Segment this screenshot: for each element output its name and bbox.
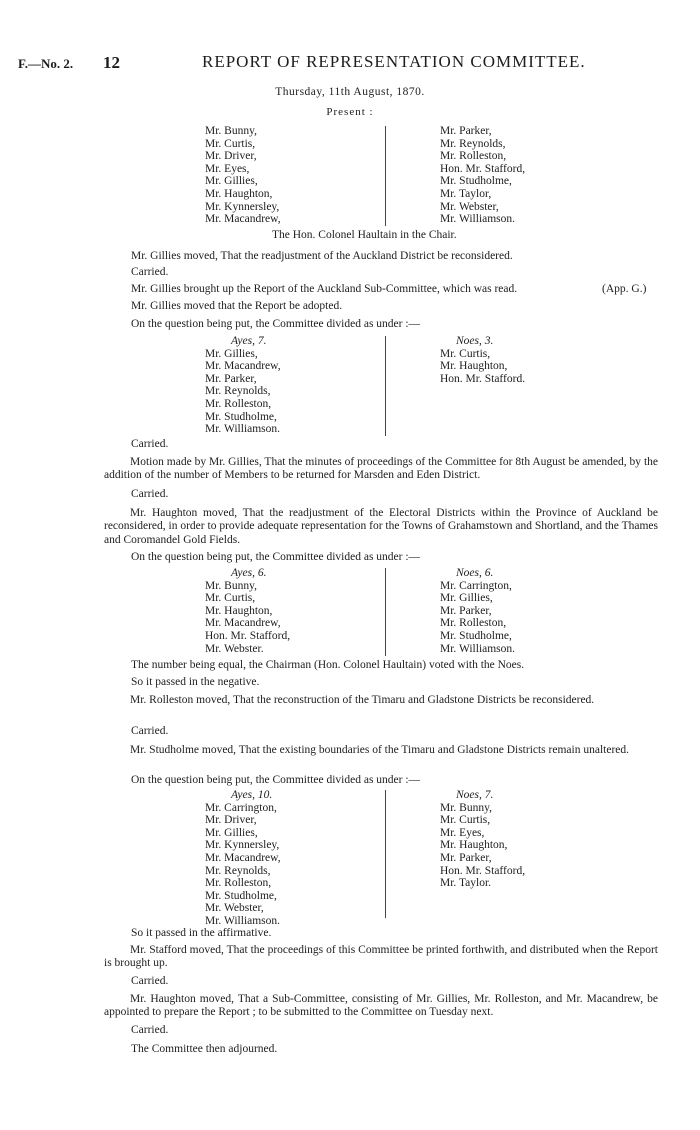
document-reference: F.—No. 2.	[18, 56, 74, 71]
ayes-label: Ayes, 6.	[231, 567, 267, 579]
carried-text: Carried.	[131, 438, 169, 450]
result-text: So it passed in the negative.	[131, 676, 260, 688]
meeting-date: Thursday, 11th August, 1870.	[275, 86, 425, 98]
member-name: Mr. Williamson.	[205, 423, 281, 436]
ayes-list	[205, 789, 281, 928]
member-name: Mr. Macandrew,	[205, 617, 281, 630]
adjournment-text: The Committee then adjourned.	[131, 1043, 278, 1055]
noes-list	[440, 789, 525, 890]
member-name: Mr. Eyes,	[440, 826, 485, 839]
ayes-label: Ayes, 7.	[231, 335, 267, 347]
member-name: Mr. Rolleston,	[440, 617, 507, 630]
member-name: Mr. Driver,	[205, 814, 257, 827]
member-name: Mr. Gillies,	[205, 347, 258, 360]
member-name: Mr. Macandrew,	[205, 213, 281, 226]
member-name: Mr. Eyes,	[205, 162, 250, 175]
noes-list	[440, 567, 515, 655]
column-divider	[385, 568, 386, 656]
member-name: Mr. Bunny,	[205, 125, 257, 137]
member-name: Mr. Curtis,	[440, 347, 491, 360]
member-name: Mr. Carrington,	[205, 801, 277, 814]
member-name: Mr. Gillies,	[205, 175, 258, 188]
member-name: Hon. Mr. Stafford,	[440, 162, 526, 175]
member-name: Mr. Gillies,	[440, 592, 493, 605]
ayes-list	[205, 567, 290, 655]
member-name: Mr. Reynolds,	[205, 385, 271, 398]
column-divider	[385, 790, 386, 918]
column-divider	[385, 126, 386, 226]
motion-paragraph: Mr. Haughton moved, That a Sub-Committee, consisting of Mr. Gillies, Mr. Rolleston, and Mr. Macandrew, be appointed to prepare the Report ; to be submitted to the Committee on Tuesday next.	[104, 993, 658, 1019]
present-left-list	[205, 125, 281, 226]
member-name: Mr. Taylor,	[440, 187, 492, 200]
motion-paragraph: Mr. Rolleston moved, That the reconstruction of the Timaru and Gladstone Districts be reconsidered.	[130, 694, 595, 706]
carried-text: Carried.	[131, 725, 169, 737]
member-name: Mr. Rolleston,	[205, 397, 272, 410]
member-name: Mr. Kynnersley,	[205, 839, 280, 852]
noes-label: Noes, 3.	[456, 335, 494, 347]
carried-text: Carried.	[131, 488, 169, 500]
member-name: Hon. Mr. Stafford,	[205, 629, 291, 642]
member-name: Mr. Haughton,	[205, 187, 273, 200]
member-name: Mr. Macandrew,	[205, 851, 281, 864]
question-text: On the question being put, the Committee divided as under :—	[131, 318, 421, 330]
member-name: Mr. Parker,	[205, 372, 257, 385]
motion-text: Mr. Gillies moved, That the readjustment of the Auckland District be reconsidered.	[131, 250, 513, 262]
noes-list	[440, 335, 525, 385]
member-name: Mr. Reynolds,	[440, 137, 506, 150]
member-name: Mr. Gillies,	[205, 826, 258, 839]
member-name: Mr. Curtis,	[205, 592, 256, 605]
member-name: Mr. Studholme,	[205, 410, 277, 423]
motion-paragraph: Mr. Studholme moved, That the existing boundaries of the Timaru and Gladstone Districts remain unaltered.	[130, 744, 629, 756]
member-name: Mr. Curtis,	[440, 814, 491, 827]
member-name: Mr. Williamson.	[205, 914, 281, 927]
member-name: Mr. Curtis,	[205, 137, 256, 150]
member-name: Mr. Haughton,	[440, 360, 508, 373]
member-name: Mr. Carrington,	[440, 579, 512, 592]
member-name: Mr. Williamson.	[440, 642, 516, 655]
appendix-reference: (App. G.)	[602, 283, 647, 295]
member-name: Mr. Bunny,	[205, 579, 257, 592]
member-name: Mr. Studholme,	[205, 889, 277, 902]
motion-text: Mr. Gillies brought up the Report of the Auckland Sub-Committee, which was read.	[131, 283, 518, 295]
member-name: Mr. Driver,	[205, 150, 257, 163]
ayes-label: Ayes, 10.	[231, 789, 273, 801]
ayes-list	[205, 335, 281, 436]
question-text: On the question being put, the Committee divided as under :—	[131, 551, 421, 563]
present-right-list	[440, 125, 525, 226]
member-name: Hon. Mr. Stafford,	[440, 864, 526, 877]
member-name: Mr. Parker,	[440, 604, 492, 617]
motion-paragraph: Motion made by Mr. Gillies, That the minutes of proceedings of the Committee for 8th August be amended, by the addition of the number of Members to be returned for Marsden and Eden District.	[104, 456, 658, 482]
member-name: Mr. Williamson.	[440, 213, 516, 226]
motion-paragraph: Mr. Stafford moved, That the proceedings of this Committee be printed forthwith, and distributed when the Report is brought up.	[104, 944, 658, 970]
member-name: Mr. Taylor.	[440, 877, 492, 890]
present-label: Present :	[326, 106, 374, 118]
column-divider	[385, 336, 386, 436]
motion-paragraph: Mr. Haughton moved, That the readjustment of the Electoral Districts within the Province of Auckland be reconsidered, in order to provide adequate representation for the Towns of Grahamstown and Shortland, and the Thames and Coromandel Gold Fields.	[104, 507, 658, 546]
member-name: Mr. Parker,	[440, 851, 492, 864]
carried-text: Carried.	[131, 266, 169, 278]
member-name: Mr. Studholme,	[440, 175, 512, 188]
member-name: Mr. Kynnersley,	[205, 200, 280, 213]
member-name: Mr. Rolleston,	[440, 150, 507, 163]
member-name: Mr. Webster.	[205, 642, 264, 655]
result-text: So it passed in the affirmative.	[131, 927, 272, 939]
member-name: Mr. Rolleston,	[205, 877, 272, 890]
member-name: Mr. Haughton,	[205, 604, 273, 617]
member-name: Hon. Mr. Stafford.	[440, 372, 526, 385]
member-name: Mr. Haughton,	[440, 839, 508, 852]
page-number: 12	[103, 53, 120, 72]
motion-text: Mr. Gillies moved that the Report be adopted.	[131, 300, 343, 312]
page-title: REPORT OF REPRESENTATION COMMITTEE.	[202, 52, 586, 71]
result-text: The number being equal, the Chairman (Hon. Colonel Haultain) voted with the Noes.	[131, 659, 525, 671]
member-name: Mr. Webster,	[440, 200, 499, 213]
member-name: Mr. Macandrew,	[205, 360, 281, 373]
chair-statement: The Hon. Colonel Haultain in the Chair.	[272, 229, 457, 241]
member-name: Mr. Bunny,	[440, 801, 492, 814]
carried-text: Carried.	[131, 1024, 169, 1036]
noes-label: Noes, 7.	[456, 789, 494, 801]
question-text: On the question being put, the Committee divided as under :—	[131, 774, 421, 786]
noes-label: Noes, 6.	[456, 567, 494, 579]
member-name: Mr. Parker,	[440, 125, 492, 137]
carried-text: Carried.	[131, 975, 169, 987]
member-name: Mr. Reynolds,	[205, 864, 271, 877]
member-name: Mr. Studholme,	[440, 629, 512, 642]
member-name: Mr. Webster,	[205, 902, 264, 915]
